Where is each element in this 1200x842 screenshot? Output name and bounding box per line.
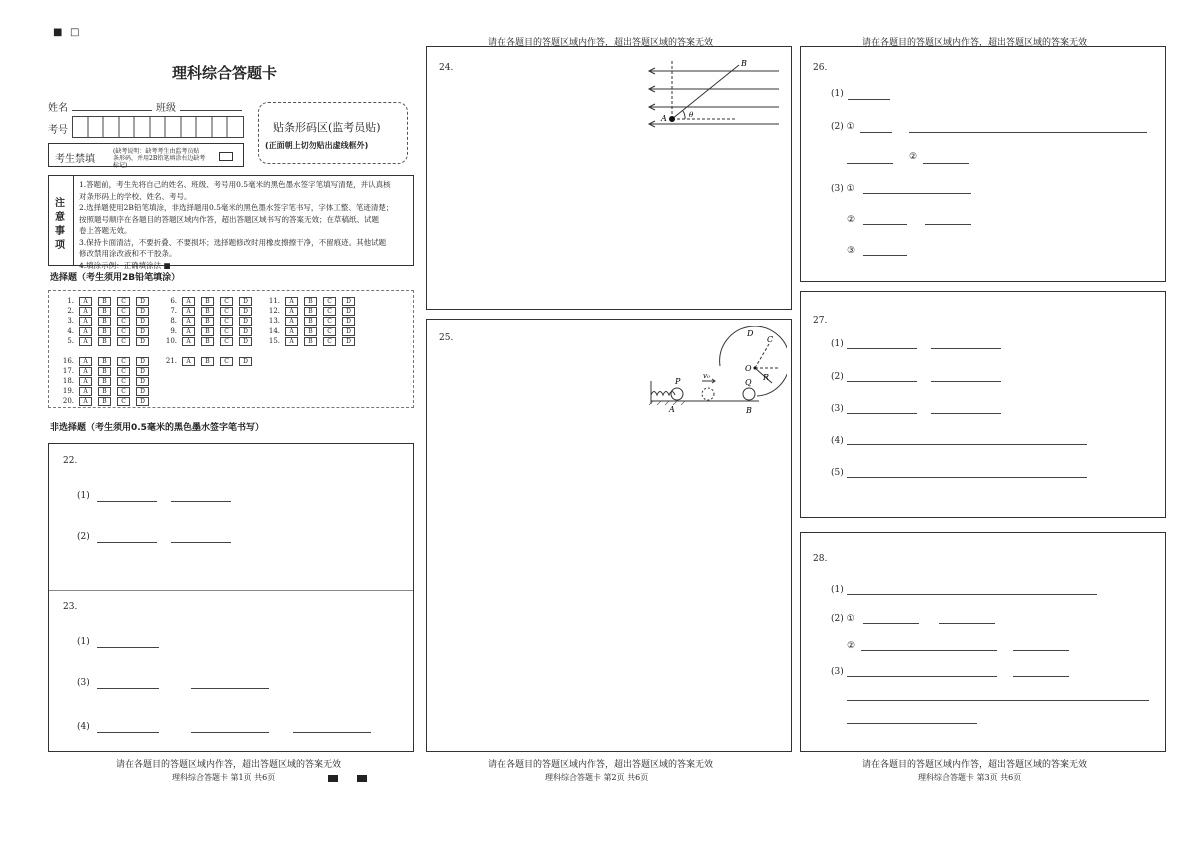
mc-option-bubble[interactable]: A (182, 337, 195, 346)
mc-option-bubble[interactable]: A (285, 297, 298, 306)
notice-text (79, 179, 393, 271)
q26-part3b-blank-2[interactable] (925, 224, 971, 225)
mc-option-bubble[interactable]: D (342, 317, 355, 326)
mc-option-bubble[interactable]: C (323, 297, 336, 306)
q26-part3b-blank-1[interactable] (863, 224, 907, 225)
mc-option-bubble[interactable]: D (239, 357, 252, 366)
q22-part2-label: (2) (77, 532, 90, 542)
q24-box (426, 46, 792, 310)
mc-option-bubble[interactable]: B (98, 367, 111, 376)
mc-option-bubble[interactable]: C (117, 367, 130, 376)
mc-option-bubble[interactable]: A (79, 377, 92, 386)
mc-option-bubble[interactable]: D (342, 337, 355, 346)
mc-question-number: 8. (170, 317, 177, 325)
card-title: 理科综合答题卡 (172, 64, 278, 82)
q22-part2-blank-2[interactable] (171, 542, 231, 543)
mc-question-row (60, 296, 155, 306)
notice-line: 2.选择题使用2B铅笔填涂，非选择题用0.5毫米的黑色墨水签字笔书写，字体工整、笔迹清楚； (79, 203, 394, 212)
class-field[interactable] (180, 110, 242, 111)
mc-option-bubble[interactable]: B (201, 327, 214, 336)
q26-box (800, 46, 1166, 282)
mc-option-bubble[interactable]: C (323, 327, 336, 336)
mc-option-bubble[interactable]: A (79, 367, 92, 376)
timing-mark (328, 775, 338, 782)
q25-box (426, 319, 792, 752)
mc-option-bubble[interactable]: B (304, 337, 317, 346)
example-fill-mark: ■ (163, 260, 171, 270)
mc-option-bubble[interactable]: B (98, 337, 111, 346)
mc-option-bubble[interactable]: C (117, 357, 130, 366)
mc-option-bubble[interactable]: D (239, 297, 252, 306)
q27-part1-label: (1) (831, 339, 844, 349)
mc-option-bubble[interactable]: D (136, 387, 149, 396)
q25-label-O: O (745, 364, 752, 373)
q28-part1-blank[interactable] (847, 594, 1097, 595)
q23-part4-blank-3[interactable] (293, 732, 371, 733)
mc-option-bubble[interactable]: D (239, 337, 252, 346)
q27-part3-blank-2[interactable] (931, 413, 1001, 414)
q28-part3-blank-2[interactable] (1013, 676, 1069, 677)
mc-question-row (60, 396, 155, 406)
notice-label-char: 事 (55, 226, 65, 237)
mc-question-number: 12. (268, 307, 280, 315)
q22-part2-blank-1[interactable] (97, 542, 157, 543)
mc-option-bubble[interactable]: C (117, 327, 130, 336)
mc-option-bubble[interactable]: B (201, 337, 214, 346)
absent-note-1: (缺考说明：缺考考生由监考员贴 (113, 148, 200, 155)
q27-part1-blank-2[interactable] (931, 348, 1001, 349)
q25-label-D: D (747, 329, 754, 338)
notice-line: 对条形码上的学校、姓名、考号。 (79, 191, 192, 201)
q24-label-theta: θ (689, 111, 694, 119)
mc-question-number: 15. (268, 337, 280, 345)
mc-question-number: 10. (165, 337, 177, 345)
mc-question-number: 7. (170, 307, 177, 315)
mc-option-bubble[interactable]: C (323, 307, 336, 316)
mc-question-number: 3. (67, 317, 74, 325)
q27-part2-blank-2[interactable] (931, 381, 1001, 382)
mc-heading: 选择题（考生须用2B铅笔填涂） (50, 273, 181, 283)
mc-option-bubble[interactable]: A (79, 317, 92, 326)
mc-option-bubble[interactable]: B (98, 297, 111, 306)
mc-option-bubble[interactable]: C (117, 397, 130, 406)
q26-part3-label: (3) ① (831, 184, 855, 194)
q27-part5-label: (5) (831, 468, 844, 478)
q22-q23-box (48, 443, 414, 752)
q28-part3-blank-1[interactable] (847, 676, 997, 677)
mc-option-bubble[interactable]: C (117, 377, 130, 386)
empty-mark: □ (70, 27, 80, 38)
q28-number: 28. (813, 554, 828, 564)
q22-number: 22. (63, 456, 78, 466)
mc-option-bubble[interactable]: A (79, 357, 92, 366)
q26-part3b-label: ② (847, 215, 856, 225)
mc-question-row (163, 296, 258, 306)
q25-label-A: A (669, 405, 675, 414)
q27-part3-label: (3) (831, 404, 844, 414)
mc-question-row (266, 336, 361, 346)
mc-option-bubble[interactable]: A (79, 397, 92, 406)
mc-question-row (60, 326, 155, 336)
mc-question-number: 9. (170, 327, 177, 335)
mc-option-bubble[interactable]: C (117, 307, 130, 316)
mc-option-bubble[interactable]: B (304, 307, 317, 316)
mc-question-number: 20. (62, 397, 74, 405)
q28-box (800, 532, 1166, 752)
q25-number: 25. (439, 333, 454, 343)
absent-label: 考生禁填 (55, 154, 95, 165)
q28-part2b-label: ② (847, 641, 856, 651)
filled-mark: ■ (53, 27, 63, 38)
mc-option-bubble[interactable]: D (342, 297, 355, 306)
mc-option-bubble[interactable]: B (98, 317, 111, 326)
q28-part2b-blank-2[interactable] (1013, 650, 1069, 651)
notice-line: 修改禁用涂改液和不干胶条。 (79, 249, 177, 258)
q28-part2-blank-2[interactable] (939, 623, 995, 624)
mc-question-row (163, 326, 258, 336)
q27-part4-blank[interactable] (847, 444, 1087, 445)
q23-part3-label: (3) (77, 678, 90, 688)
q26-part1-blank[interactable] (848, 99, 890, 100)
barcode-area (258, 102, 408, 164)
mc-option-bubble[interactable]: D (136, 397, 149, 406)
mc-option-bubble[interactable]: C (220, 307, 233, 316)
q26-part2-label: (2) ① (831, 122, 855, 132)
mc-option-bubble[interactable]: A (285, 327, 298, 336)
mc-option-bubble[interactable]: A (285, 317, 298, 326)
mc-option-bubble[interactable]: B (201, 357, 214, 366)
q25-label-C: C (767, 335, 774, 344)
mc-option-bubble[interactable]: D (136, 327, 149, 336)
mc-question-number: 16. (62, 357, 74, 365)
absent-mark-box[interactable] (219, 152, 233, 161)
q27-part2-label: (2) (831, 372, 844, 382)
q27-part3-blank-1[interactable] (847, 413, 917, 414)
page-footer-3: 理科综合答题卡 第3页 共6页 (918, 773, 1022, 782)
mc-option-bubble[interactable]: C (220, 327, 233, 336)
mc-option-bubble[interactable]: B (304, 317, 317, 326)
mc-question-row (266, 296, 361, 306)
mc-option-bubble[interactable]: A (285, 337, 298, 346)
mc-question-row (163, 356, 258, 366)
notice-line: 3.保持卡面清洁，不要折叠、不要损坏；选择题修改时用橡皮擦擦干净，不留痕迹。其他试题 (79, 237, 387, 247)
mc-option-bubble[interactable]: C (117, 317, 130, 326)
mc-question-number: 6. (170, 297, 177, 305)
q25-label-P: P (675, 377, 681, 386)
mc-question-number: 4. (67, 327, 74, 335)
q28-part3-blank-4[interactable] (847, 723, 977, 724)
absent-note-2: 条形码，并用2B铅笔填涂右边缺考 (113, 155, 206, 162)
q25-label-Q: Q (745, 378, 752, 387)
q26-part3c-label: ③ (847, 246, 856, 256)
mc-option-bubble[interactable]: C (323, 317, 336, 326)
q28-part2-blank-1[interactable] (863, 623, 919, 624)
notice-line: 按照题号顺序在各题目的答题区域内作答，超出答题区域书写的答案无效；在草稿纸、试题 (79, 214, 379, 224)
mc-option-bubble[interactable]: B (304, 297, 317, 306)
mc-option-bubble[interactable]: A (182, 307, 195, 316)
mc-question-number: 13. (268, 317, 280, 325)
q23-number: 23. (63, 602, 78, 612)
q26-part1-label: (1) (831, 89, 844, 99)
mc-question-number: 11. (268, 297, 280, 305)
mc-option-bubble[interactable]: C (220, 297, 233, 306)
q25-label-B: B (746, 406, 752, 415)
mc-option-bubble[interactable]: B (98, 397, 111, 406)
mc-option-bubble[interactable]: C (117, 297, 130, 306)
mc-question-number: 21. (165, 357, 177, 365)
mc-question-row (60, 336, 155, 346)
q27-part5-blank[interactable] (847, 477, 1087, 478)
q22-part1-blank-2[interactable] (171, 501, 231, 502)
warn-col3-bottom: 请在各题目的答题区域内作答，超出答题区域的答案无效 (862, 760, 1088, 770)
mc-option-bubble[interactable]: C (220, 337, 233, 346)
q23-part1-label: (1) (77, 637, 90, 647)
timing-mark (357, 775, 367, 782)
mc-question-number: 18. (62, 377, 74, 385)
q28-part3-blank-3[interactable] (847, 700, 1149, 701)
absent-box (48, 143, 244, 167)
mc-option-bubble[interactable]: B (201, 297, 214, 306)
q24-label-A: A (661, 114, 667, 123)
notice-line: 1.答题前，考生先将自己的姓名、班级、考号用0.5毫米的黑色墨水签字笔填写清楚，并认真核 (79, 180, 391, 189)
mc-question-row (266, 306, 361, 316)
notice-box (48, 175, 414, 270)
mc-question-row (60, 376, 155, 386)
mc-question-row (163, 336, 258, 346)
mc-option-bubble[interactable]: D (239, 317, 252, 326)
q26-part3-blank[interactable] (863, 193, 971, 194)
mc-option-bubble[interactable]: B (98, 327, 111, 336)
absent-note-3: 标记) (113, 162, 128, 169)
mc-option-bubble[interactable]: D (239, 307, 252, 316)
q22-part1-blank-1[interactable] (97, 501, 157, 502)
mc-option-bubble[interactable]: A (182, 357, 195, 366)
q26-part2-blank-2[interactable] (909, 132, 1147, 133)
mc-option-bubble[interactable]: D (239, 327, 252, 336)
mc-option-bubble[interactable]: D (136, 377, 149, 386)
q26-part2-blank-1[interactable] (860, 132, 892, 133)
mc-question-number: 2. (67, 307, 74, 315)
q28-part2b-blank-1[interactable] (861, 650, 997, 651)
q23-part4-blank-2[interactable] (191, 732, 269, 733)
q23-part4-label: (4) (77, 722, 90, 732)
mc-question-number: 19. (62, 387, 74, 395)
mc-question-row (266, 316, 361, 326)
mc-option-bubble[interactable]: C (117, 387, 130, 396)
warn-col3-top: 请在各题目的答题区域内作答，超出答题区域的答案无效 (862, 38, 1088, 48)
warn-col2-top: 请在各题目的答题区域内作答，超出答题区域的答案无效 (488, 38, 714, 48)
q22-part1-label: (1) (77, 491, 90, 501)
mc-option-bubble[interactable]: C (323, 337, 336, 346)
mc-option-bubble[interactable]: A (79, 387, 92, 396)
barcode-main-text: 贴条形码区(监考员贴) (273, 121, 381, 134)
notice-line: 4.填涂示例：正确填涂法 (79, 260, 162, 270)
mc-option-bubble[interactable]: A (79, 297, 92, 306)
mc-option-bubble[interactable]: D (136, 317, 149, 326)
exam-no-boxes[interactable] (72, 116, 244, 142)
q27-part2-blank-1[interactable] (847, 381, 917, 382)
name-label: 姓名 (48, 103, 68, 114)
mc-option-bubble[interactable]: B (98, 357, 111, 366)
mc-option-bubble[interactable]: B (98, 387, 111, 396)
mc-option-bubble[interactable]: D (136, 367, 149, 376)
q27-number: 27. (813, 316, 828, 326)
mc-question-number: 14. (268, 327, 280, 335)
q27-part1-blank-1[interactable] (847, 348, 917, 349)
mc-option-bubble[interactable]: B (201, 317, 214, 326)
mc-option-bubble[interactable]: B (304, 327, 317, 336)
q26-part2-blank-3[interactable] (847, 163, 893, 164)
notice-label-char: 项 (55, 240, 65, 251)
mc-option-bubble[interactable]: C (220, 357, 233, 366)
mc-question-row (163, 316, 258, 326)
q28-part2-label: (2) ① (831, 614, 855, 624)
mc-option-bubble[interactable]: A (182, 317, 195, 326)
q25-label-R: R (763, 373, 770, 382)
mc-option-bubble[interactable]: A (79, 327, 92, 336)
mc-question-number: 5. (67, 337, 74, 345)
mc-option-bubble[interactable]: A (79, 337, 92, 346)
notice-label-char: 注 (55, 198, 65, 209)
mc-question-row (266, 326, 361, 336)
q25-label-v0: v₀ (703, 372, 710, 380)
mc-option-bubble[interactable]: B (201, 307, 214, 316)
q23-part1-blank[interactable] (97, 647, 159, 648)
q27-box (800, 291, 1166, 518)
q23-part3-blank-1[interactable] (97, 688, 159, 689)
q25-figure (647, 326, 787, 416)
mc-option-bubble[interactable]: A (182, 327, 195, 336)
q26-number: 26. (813, 63, 828, 73)
exam-no-label: 考号 (48, 125, 68, 136)
q24-label-B: B (741, 59, 747, 68)
mc-option-bubble[interactable]: C (117, 337, 130, 346)
q28-part3-label: (3) (831, 667, 844, 677)
mc-option-bubble[interactable]: D (136, 357, 149, 366)
mc-question-row (60, 386, 155, 396)
mc-option-bubble[interactable]: D (136, 337, 149, 346)
q23-part3-blank-2[interactable] (191, 688, 269, 689)
q24-figure (645, 57, 785, 133)
notice-label-char: 意 (55, 212, 65, 223)
warn-col2-bottom: 请在各题目的答题区域内作答，超出答题区域的答案无效 (488, 760, 714, 770)
class-label: 班级 (156, 103, 176, 114)
mc-option-bubble[interactable]: B (98, 377, 111, 386)
q24-number: 24. (439, 63, 454, 73)
q26-part3c-blank[interactable] (863, 255, 907, 256)
mc-option-bubble[interactable]: D (136, 297, 149, 306)
mc-option-bubble[interactable]: D (136, 307, 149, 316)
page-footer-2: 理科综合答题卡 第2页 共6页 (545, 773, 649, 782)
page-footer-1: 理科综合答题卡 第1页 共6页 (172, 773, 276, 782)
mc-question-number: 17. (62, 367, 74, 375)
q27-part4-label: (4) (831, 436, 844, 446)
nonmc-heading: 非选择题（考生须用0.5毫米的黑色墨水签字笔书写） (50, 423, 264, 433)
notice-line: 卷上答题无效。 (79, 226, 132, 235)
q23-part4-blank-1[interactable] (97, 732, 159, 733)
mc-option-bubble[interactable]: C (220, 317, 233, 326)
mc-question-row (163, 306, 258, 316)
mc-question-row (60, 366, 155, 376)
mc-option-bubble[interactable]: B (98, 307, 111, 316)
barcode-sub-text: (正面朝上切勿贴出虚线框外) (265, 141, 369, 150)
mc-option-bubble[interactable]: A (182, 297, 195, 306)
warn-col1-bottom: 请在各题目的答题区域内作答，超出答题区域的答案无效 (116, 760, 342, 770)
notice-label (49, 176, 74, 265)
mc-option-bubble[interactable]: D (342, 327, 355, 336)
q26-part2b-blank[interactable] (923, 163, 969, 164)
mc-option-bubble[interactable]: D (342, 307, 355, 316)
q26-part2b-label: ② (909, 152, 918, 162)
q28-part1-label: (1) (831, 585, 844, 595)
mc-question-number: 1. (67, 297, 74, 305)
mc-question-row (60, 356, 155, 366)
mc-question-row (60, 316, 155, 326)
mc-question-row (60, 306, 155, 316)
mc-option-bubble[interactable]: A (79, 307, 92, 316)
name-field[interactable] (72, 110, 152, 111)
mc-option-bubble[interactable]: A (285, 307, 298, 316)
q22-q23-divider (49, 590, 413, 591)
